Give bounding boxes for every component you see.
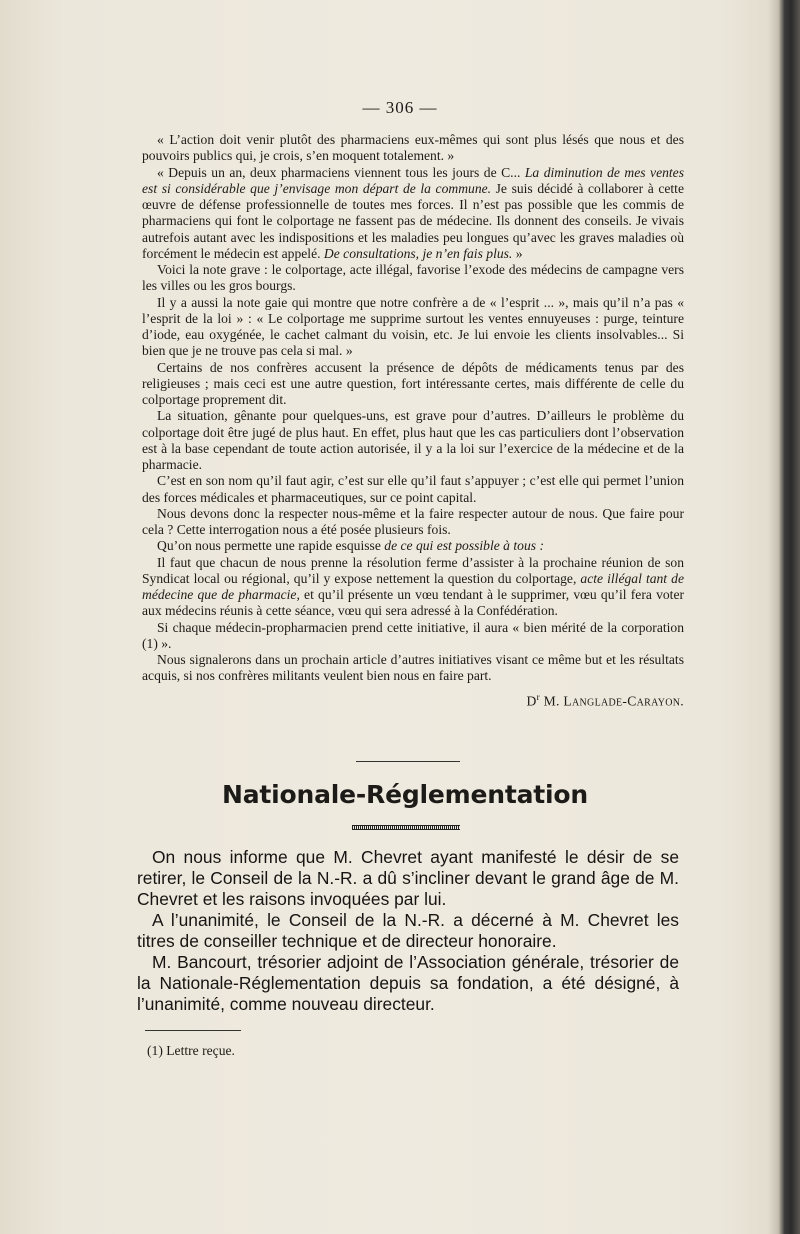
binding-edge: [778, 0, 800, 1234]
footnote: (1) Lettre reçue.: [147, 1043, 235, 1058]
title-underline: [352, 825, 460, 830]
paragraph: Si chaque médecin-propharmacien prend cette initiative, il aura « bien mérité de la corporation (1) ».: [142, 619, 684, 651]
announcement-paragraph: On nous informe que M. Chevret ayant manifesté le désir de se retirer, le Conseil de la N.-R. a dû s’incliner devant le grand âge de M. Chevret et les raisons invoquées par lui.: [137, 847, 679, 909]
announcement-paragraph: M. Bancourt, trésorier adjoint de l’Association générale, trésorier de la Nationale-Réglementation depuis sa fondation, a été désigné, à l’unanimité, comme nouveau directeur.: [137, 952, 679, 1014]
section-title: Nationale-Réglementation: [221, 780, 588, 809]
announcement-body: [137, 847, 679, 1015]
article-body: [142, 132, 684, 709]
paragraph: Il y a aussi la note gaie qui montre que notre confrère a de « l’esprit ... », mais qu’il n’a pas « l’esprit de la loi » : « Le colportage me supprime surtout les ventes ennuyeuses : purge, teinture d’iode, eau oxygénée, le cachet calmant du voisin, etc. Je lui envoie les clients insolvables... Si bien que je ne trouve pas cela si mal. »: [142, 294, 684, 359]
author-signature: $D^r$ M. Langlade-Carayon.: [526, 691, 684, 709]
paragraph: « Depuis un an, deux pharmaciens viennent tous les jours de C... La diminution de mes ventes est si considérable que j’envisage mon départ de la commune. Je suis décidé à collaborer à cette œuvre de défense professionnelle de toutes mes forces. Il n’est pas possible que les commis de pharmaciens qui font le colportage ne fassent pas de médecine. Ils donnent des conseils. Je vivais autrefois autant avec les indispositions et les maladies peu longues qu’avec les graves maladies où forcément le médecin est appelé. De consultations, je n’en fais plus. »: [142, 164, 684, 261]
paragraph: Certains de nos confrères accusent la présence de dépôts de médicaments tenus par des religieuses ; mais ceci est une autre question, fort intéressante certes, mais différente de celle du colportage proprement dit.: [142, 359, 684, 407]
binding-shadow: [768, 0, 778, 1234]
paragraph: Nous signalerons dans un prochain article d’autres initiatives visant ce même but et les résultats acquis, si nos confrères militants veulent bien nous en faire part.: [142, 652, 684, 684]
section-divider: [356, 761, 460, 762]
paragraph: C’est en son nom qu’il faut agir, c’est sur elle qu’il faut s’appuyer ; c’est elle qui permet l’union des forces médicales et pharmaceutiques, sur ce point capital.: [142, 473, 684, 505]
paragraph: Nous devons donc la respecter nous-même et la faire respecter autour de nous. Que faire pour cela ? Cette interrogation nous a été posée plusieurs fois.: [142, 505, 684, 537]
paragraph: Voici la note grave : le colportage, acte illégal, favorise l’exode des médecins de campagne vers les villes ou les gros bourgs.: [142, 262, 684, 294]
announcement-paragraph: A l’unanimité, le Conseil de la N.-R. a décerné à M. Chevret les titres de conseiller technique et de directeur honoraire.: [137, 910, 679, 951]
footnote-rule: [145, 1030, 241, 1031]
paragraph: Il faut que chacun de nous prenne la résolution ferme d’assister à la prochaine réunion de son Syndicat local ou régional, qu’il y expose nettement la question du colportage, acte illégal tant de médecine que de pharmacie, et qu’il présente un vœu tendant à le supprimer, vœu qu’il fera voter aux médecins réunis à cette séance, vœu qui sera adressé à la Confédération.: [142, 554, 685, 619]
page-number: — 306 —: [362, 98, 438, 117]
paragraph: Qu’on nous permette une rapide esquisse de ce qui est possible à tous :: [157, 538, 544, 554]
paragraph: « L’action doit venir plutôt des pharmaciens eux-mêmes qui sont plus lésés que nous et des pouvoirs publics qui, je crois, s’en moquent totalement. »: [142, 132, 684, 164]
paragraph: La situation, gênante pour quelques-uns, est grave pour d’autres. D’ailleurs le problème du colportage doit être jugé de plus haut. En effet, plus haut que les cas particuliers dont l’observation est à la base cependant de toute action autorisée, il y a la loi sur l’exercice de la médecine et de la pharmacie.: [142, 408, 684, 472]
